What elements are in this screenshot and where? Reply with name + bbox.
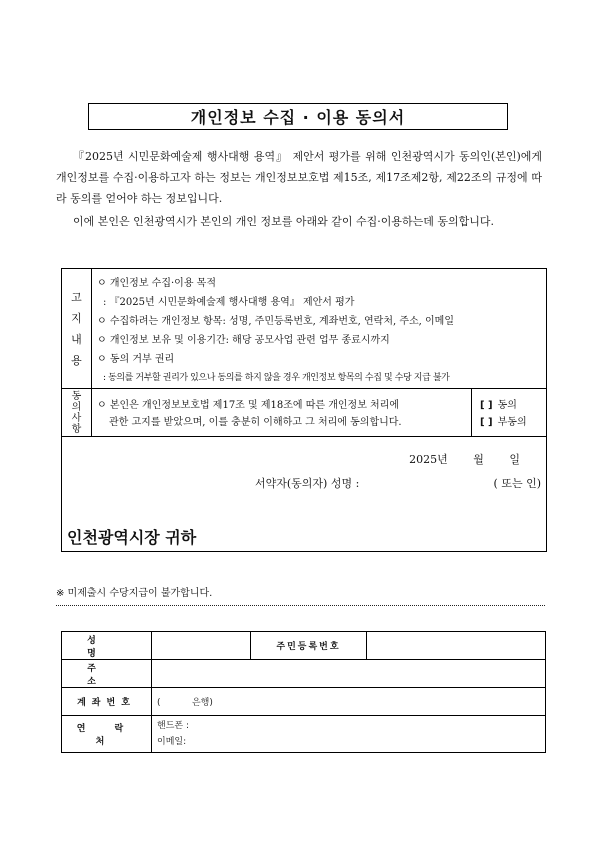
contact-label: 연 락 처 (76, 724, 137, 747)
rrn-label-cell (251, 632, 367, 660)
consent-line-2: 관한 고지를 받았으며, 이를 충분히 이해하고 그 처리에 동의합니다. (109, 417, 402, 428)
name-label-cell (62, 632, 152, 660)
submission-note: ※ 미제출시 수당지급이 불가합니다. (56, 588, 213, 599)
notice-line: ㅇ 수집하려는 개인정보 항목: 성명, 주민등록번호, 계좌번호, 연락처, 주소, 이메일 (97, 316, 454, 327)
consent-form-box (61, 268, 547, 552)
address-label-cell (62, 660, 152, 688)
table-row (62, 688, 546, 716)
email-label: 이메일: (157, 737, 187, 747)
dotted-divider (56, 605, 545, 606)
name-label: 성 명 (87, 635, 126, 659)
consent-label-char: 동 (71, 390, 82, 402)
address-field[interactable] (152, 660, 546, 688)
intro-text-2: 이에 본인은 인천광역시가 본인의 개인 정보를 아래와 같이 수집·이용하는데 동의합니다. (73, 215, 494, 228)
account-label: 계좌번호 (77, 698, 136, 708)
consent-label-char: 의 (71, 401, 82, 413)
notice-line: ㅇ 동의 거부 권리 (97, 354, 175, 365)
disagree-label: 부동의 (497, 417, 527, 428)
notice-line: : 『2025년 시민문화예술제 행사대행 용역』 제안서 평가 (103, 297, 355, 308)
signer-label: 서약자(동의자) 성명 : (255, 477, 360, 490)
agree-label: 동의 (497, 400, 517, 411)
table-row (62, 660, 546, 688)
personal-info-table (61, 631, 546, 753)
notice-line: : 동의를 거부할 권리가 있으나 동의를 하지 않을 경우 개인정보 항목의 수집 및 수당 지급 불가 (103, 373, 450, 383)
consent-section (62, 389, 546, 437)
account-label-cell (62, 688, 152, 716)
table-row (62, 716, 546, 753)
seal-label: ( 또는 인) (493, 477, 541, 490)
disagree-option[interactable] (480, 415, 527, 431)
table-row (62, 632, 546, 660)
notice-lines (97, 274, 543, 388)
addressee: 인천광역시장 귀하 (67, 528, 197, 547)
contact-field[interactable] (152, 716, 546, 753)
notice-line: ㅇ 개인정보 수집·이용 목적 (97, 278, 216, 289)
notice-line: ㅇ 개인정보 보유 및 이용기간: 해당 공모사업 관련 업무 종료시까지 (97, 335, 390, 346)
intro-text-1: 『2025년 시민문화예술제 행사대행 용역』 제안서 평가를 위해 인천광역시가 동의인(본인)에게 개인정보를 수집·이용하고자 하는 정보는 개인정보보호법 제15조, 제17조제2항, 제22조의 규정에 따라 동의를 얻어야 하는 정보입니다. (56, 150, 542, 205)
agree-checkbox[interactable]: [ ] (480, 400, 493, 411)
consent-divider (471, 389, 472, 436)
consent-statement (97, 397, 477, 431)
rrn-label: 주민등록번호 (276, 642, 341, 652)
title-box (88, 103, 508, 130)
notice-section (62, 269, 546, 389)
signature-date: 2025년 월 일 (409, 453, 520, 466)
consent-line-1: ㅇ 본인은 개인정보보호법 제17조 및 제18조에 따른 개인정보 처리에 (97, 400, 400, 411)
consent-label-char: 사 (71, 412, 82, 424)
phone-label: 핸드폰 : (157, 721, 189, 731)
consent-label-char: 항 (71, 423, 82, 435)
notice-label-char: 고 (71, 290, 82, 304)
contact-label-cell (62, 716, 152, 753)
name-field[interactable] (152, 632, 251, 660)
disagree-checkbox[interactable]: [ ] (480, 417, 493, 428)
intro-paragraph-2 (56, 211, 542, 232)
agree-option[interactable] (480, 398, 517, 414)
notice-label-char: 용 (71, 353, 82, 367)
notice-label-char: 지 (71, 311, 82, 325)
intro-paragraph-1 (56, 146, 542, 209)
document-title: 개인정보 수집 · 이용 동의서 (190, 108, 406, 127)
rrn-field[interactable] (367, 632, 546, 660)
notice-side-label (62, 269, 92, 388)
account-field[interactable]: ( 은행) (152, 688, 546, 716)
consent-side-label (62, 389, 92, 436)
address-label: 주 소 (87, 663, 126, 687)
notice-label-char: 내 (71, 332, 82, 346)
